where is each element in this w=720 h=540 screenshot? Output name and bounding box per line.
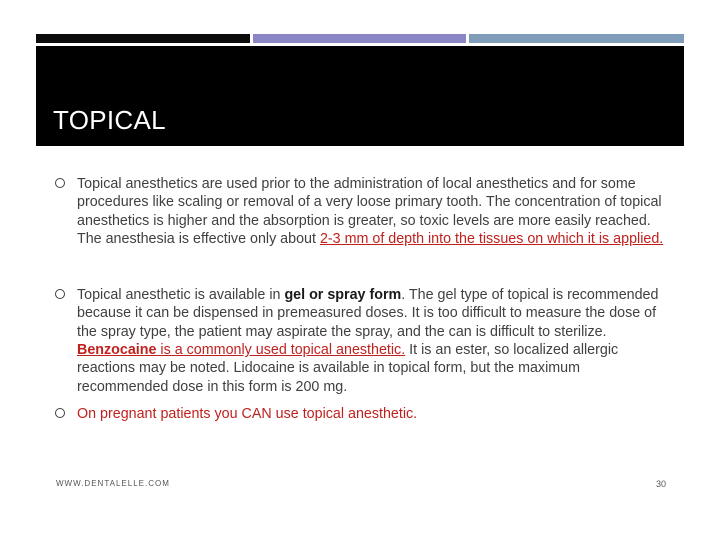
page-number: 30 [656,479,667,489]
bullet-1-text: Topical anesthetics are used prior to the administration of local anesthetics and for some procedures like scaling or removal of a very loose primary tooth. The concentration of topical anesthetics is higher and the absorption is greater, so toxic levels are more easily reached. The anesthesia is effective only about [77,176,662,247]
bullet-2-bold: gel or spray form [284,287,402,304]
circle-bullet-icon [55,408,65,418]
bullet-item-3 [55,405,675,423]
bullet-2-highlight: is a commonly used topical anesthetic. [156,342,406,359]
slide-title: TOPICAL [53,105,166,135]
bullet-2-text-c: It is an ester, so localized allergic reactions may be noted. Lidocaine is available in topical form, but the maximum recommended dose in this form is 200 mg. [77,342,619,395]
title-band [36,46,684,146]
circle-bullet-icon [55,178,65,188]
circle-bullet-icon [55,289,65,299]
bullet-3-text: On pregnant patients you CAN use topical anesthetic. [77,405,418,422]
bullet-2-benzocaine: Benzocaine [77,342,157,359]
bullet-list [55,175,675,423]
bullet-item-1 [55,175,675,248]
bullet-2-text-b: . The gel type of topical is recommended because it can be dispensed in premeasured doses. It is too difficult to measure the dose of the spray type, the patient may aspirate the spray, and the can is difficult to sterilize. [77,287,659,340]
bullet-2-text-a: Topical anesthetic is available in [77,287,285,304]
footer-website: WWW.DENTALELLE.COM [56,479,170,488]
bullet-1-highlight: 2-3 mm of depth into the tissues on which it is applied. [319,230,664,247]
accent-bar-black [36,34,250,43]
bullet-item-2 [55,286,675,396]
accent-bar-blue [469,34,684,43]
accent-bar-purple [253,34,466,43]
